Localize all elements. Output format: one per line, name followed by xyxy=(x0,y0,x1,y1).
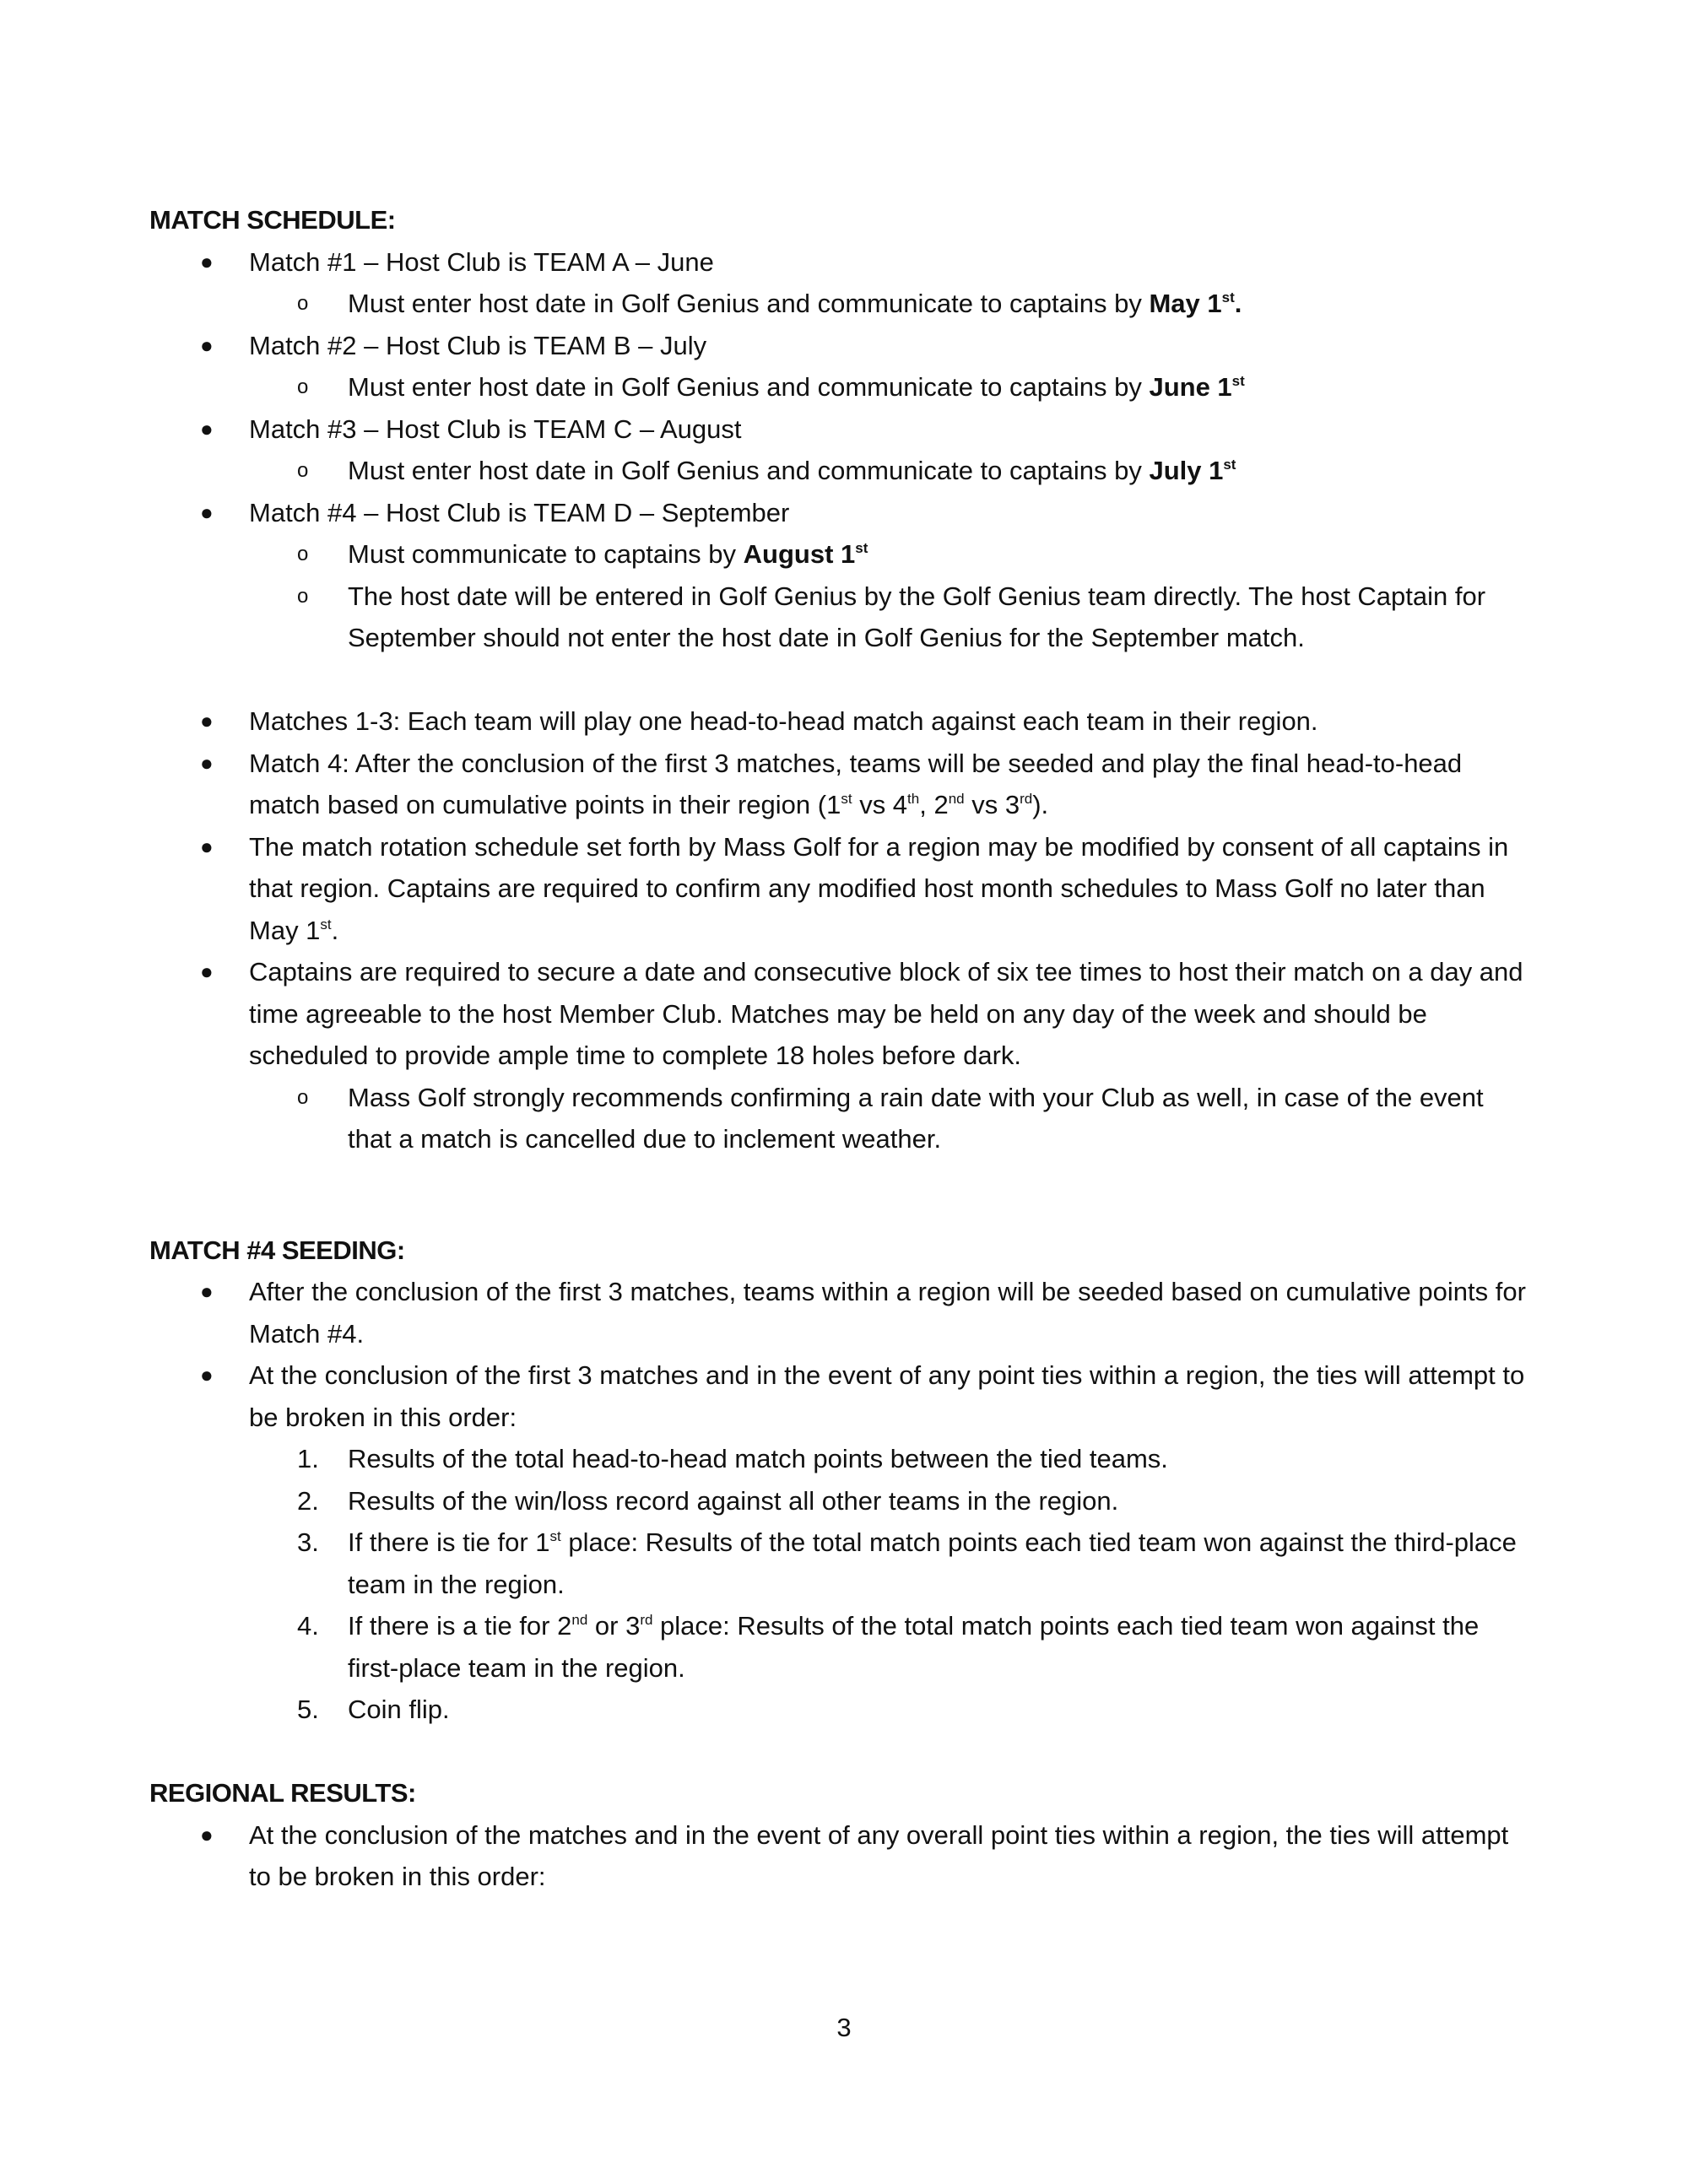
item-text xyxy=(348,1486,1118,1516)
item-text xyxy=(249,749,1462,820)
text-run: Match #4 – Host Club is TEAM D – September xyxy=(249,497,790,527)
bold-text: . xyxy=(1234,289,1242,318)
page-number: 3 xyxy=(836,2013,852,2042)
item-text xyxy=(249,832,1508,945)
circle-bullet-icon: o xyxy=(297,1085,309,1109)
text-run: ). xyxy=(1032,790,1049,819)
item-text xyxy=(249,414,742,444)
text-run: place: Results of the total match points each tied team won against the third-place team in the region. xyxy=(348,1527,1517,1599)
section xyxy=(149,199,1534,1160)
item-text xyxy=(348,1527,1517,1599)
list-number: 1. xyxy=(297,1444,319,1473)
bullet-icon: ● xyxy=(200,415,214,441)
text-run: Must enter host date in Golf Genius and communicate to captains by xyxy=(348,372,1150,402)
sub-bullet-item xyxy=(149,450,1534,492)
item-text xyxy=(348,1083,1484,1154)
bullet-item xyxy=(149,743,1534,826)
bullet-icon: ● xyxy=(200,332,214,358)
bullet-item xyxy=(149,241,1534,284)
spacer xyxy=(149,1160,1534,1230)
bullet-icon: ● xyxy=(200,959,214,984)
bullet-item xyxy=(149,700,1534,743)
bullet-item xyxy=(149,1814,1534,1898)
spacer xyxy=(149,1731,1534,1773)
sub-bullet-item xyxy=(149,283,1534,325)
item-text xyxy=(348,289,1242,318)
section-heading: MATCH SCHEDULE: xyxy=(149,205,396,235)
superscript: st xyxy=(549,1528,561,1544)
bullet-icon: ● xyxy=(200,499,214,525)
item-text xyxy=(249,957,1523,1070)
item-text xyxy=(348,372,1245,402)
text-run: The host date will be entered in Golf Genius by the Golf Genius team directly. The host Captain for September should not enter the host date in Golf Genius for the September match. xyxy=(348,581,1486,652)
spacer xyxy=(149,659,1534,701)
section xyxy=(149,1160,1534,1731)
text-run: Match #1 – Host Club is TEAM A – June xyxy=(249,246,714,277)
document-page xyxy=(149,199,1534,1898)
item-text xyxy=(348,456,1236,485)
text-run: . xyxy=(331,915,339,945)
text-run: vs 3 xyxy=(964,790,1020,819)
list-number: 5. xyxy=(297,1695,319,1724)
item-text xyxy=(348,539,868,569)
text-run: Results of the total head-to-head match points between the tied teams. xyxy=(348,1444,1168,1473)
section xyxy=(149,1731,1534,1898)
item-text xyxy=(249,706,1318,736)
bullet-icon: ● xyxy=(200,1279,214,1304)
list-number: 4. xyxy=(297,1611,319,1641)
text-run: The match rotation schedule set forth by Mass Golf for a region may be modified by consent of all captains in that region. Captains are required to confirm any modified host month schedules to Mass Golf no later than May 1 xyxy=(249,831,1509,945)
bullet-icon: ● xyxy=(200,1362,214,1387)
text-run: Match #2 – Host Club is TEAM B – July xyxy=(249,330,707,360)
sub-bullet-item xyxy=(149,1077,1534,1160)
numbered-item xyxy=(149,1522,1534,1605)
list-number: 3. xyxy=(297,1527,319,1557)
circle-bullet-icon: o xyxy=(297,584,309,608)
item-text xyxy=(249,331,706,360)
text-run: At the conclusion of the matches and in the event of any overall point ties within a region, the ties will attempt to be broken in this order: xyxy=(249,1819,1509,1891)
list-number: 2. xyxy=(297,1485,319,1516)
item-text xyxy=(249,1820,1508,1892)
bold-superscript: st xyxy=(855,540,868,556)
bullet-item xyxy=(149,408,1534,451)
circle-bullet-icon: o xyxy=(297,459,309,482)
superscript: rd xyxy=(640,1612,653,1628)
text-run: After the conclusion of the first 3 matches, teams within a region will be seeded based on cumulative points for Match #4. xyxy=(249,1277,1526,1349)
superscript: nd xyxy=(571,1612,588,1628)
bold-superscript: st xyxy=(1231,373,1245,389)
bullet-item xyxy=(149,1271,1534,1354)
superscript: th xyxy=(907,791,920,807)
text-run: Coin flip. xyxy=(348,1695,450,1724)
text-run: At the conclusion of the first 3 matches and in the event of any point ties within a region, the ties will attempt to be broken in this order: xyxy=(249,1360,1525,1432)
text-run: or 3 xyxy=(587,1611,641,1641)
bullet-icon: ● xyxy=(200,749,214,776)
text-run: Match 4: After the conclusion of the first 3 matches, teams will be seeded and play the final head-to-head match based on cumulative points in their region (1 xyxy=(249,748,1463,819)
numbered-item xyxy=(149,1438,1534,1480)
bold-text: July 1 xyxy=(1149,456,1224,485)
circle-bullet-icon: o xyxy=(297,376,309,398)
section-heading: MATCH #4 SEEDING: xyxy=(149,1235,405,1265)
bullet-icon: ● xyxy=(200,1821,214,1847)
text-run: , 2 xyxy=(919,790,949,819)
section-heading: REGIONAL RESULTS: xyxy=(149,1778,416,1808)
superscript: st xyxy=(841,791,852,807)
text-run: Match #3 – Host Club is TEAM C – August xyxy=(249,414,742,444)
bullet-icon: ● xyxy=(200,708,214,733)
bullet-icon: ● xyxy=(200,248,214,274)
text-run: Must communicate to captains by xyxy=(348,539,744,569)
sub-bullet-item xyxy=(149,366,1534,408)
item-text xyxy=(348,1611,1479,1683)
item-text xyxy=(348,1695,450,1724)
superscript: rd xyxy=(1020,791,1033,807)
bold-text: August 1 xyxy=(743,539,856,569)
text-run: vs 4 xyxy=(852,790,908,819)
circle-bullet-icon: o xyxy=(297,292,309,315)
item-text xyxy=(249,1277,1526,1349)
sub-bullet-item xyxy=(149,576,1534,659)
text-run: Must enter host date in Golf Genius and communicate to captains by xyxy=(348,289,1150,318)
bullet-item xyxy=(149,325,1534,367)
numbered-item xyxy=(149,1689,1534,1731)
bold-superscript: st xyxy=(1223,457,1236,473)
text-run: Must enter host date in Golf Genius and communicate to captains by xyxy=(348,456,1150,485)
text-run: If there is tie for 1 xyxy=(348,1527,550,1557)
text-run: place: Results of the total match points each tied team won against the first-place team in the region. xyxy=(348,1611,1480,1683)
text-run: If there is a tie for 2 xyxy=(348,1611,572,1641)
item-text xyxy=(348,581,1485,653)
sub-bullet-item xyxy=(149,533,1534,576)
superscript: st xyxy=(320,916,332,933)
item-text xyxy=(249,247,714,277)
text-run: Mass Golf strongly recommends confirming a rain date with your Club as well, in case of the event that a match is cancelled due to inclement weather. xyxy=(348,1082,1484,1154)
item-text xyxy=(249,1360,1524,1432)
bullet-item xyxy=(149,826,1534,952)
text-run: Matches 1-3: Each team will play one head-to-head match against each team in their region. xyxy=(249,706,1318,736)
superscript: nd xyxy=(948,791,965,807)
bullet-icon: ● xyxy=(200,833,214,859)
bold-text: May 1 xyxy=(1149,289,1222,318)
numbered-item xyxy=(149,1480,1534,1522)
numbered-item xyxy=(149,1605,1534,1689)
bullet-item xyxy=(149,492,1534,534)
bullet-item xyxy=(149,1354,1534,1438)
bold-text: June 1 xyxy=(1149,372,1232,402)
item-text xyxy=(249,498,789,527)
item-text xyxy=(348,1444,1168,1473)
text-run: Captains are required to secure a date and consecutive block of six tee times to host their match on a day and time agreeable to the host Member Club. Matches may be held on any day of the week and should be scheduled to provide ample time to complete 18 holes before dark. xyxy=(249,957,1523,1070)
bold-superscript: st xyxy=(1221,289,1235,305)
bullet-item xyxy=(149,951,1534,1077)
circle-bullet-icon: o xyxy=(297,543,309,565)
text-run: Results of the win/loss record against all other teams in the region. xyxy=(348,1485,1119,1516)
